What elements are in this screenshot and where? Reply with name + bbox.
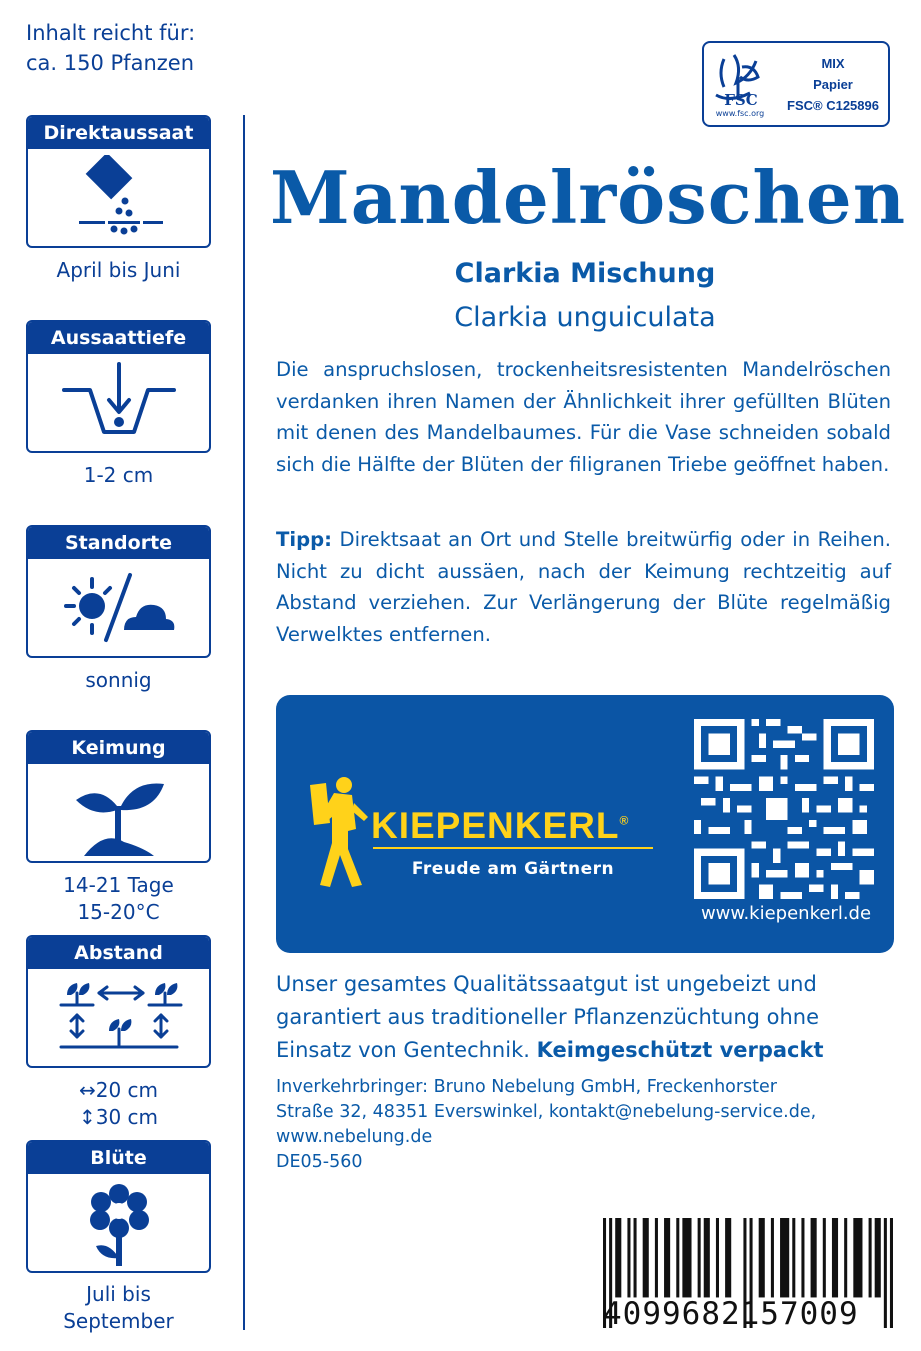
legal-line: Inverkehrbringer: Bruno Nebelung GmbH, Freckenhorster <box>276 1077 778 1097</box>
quality-statement <box>276 968 891 1067</box>
card-direct-sowing <box>26 115 211 248</box>
card-germination <box>26 730 211 863</box>
fsc-mix: MIX <box>821 56 845 71</box>
fsc-code: FSC® C125896 <box>787 98 879 113</box>
card-caption-secondary: 15-20°C <box>77 900 160 924</box>
hiker-logo <box>304 773 374 893</box>
card-caption: April bis Juni <box>56 258 181 282</box>
brand-name-text: KIEPENKERL <box>371 805 620 846</box>
card-caption: sonnig <box>85 668 152 692</box>
sun-cloud-icon <box>54 565 184 655</box>
tip-text: Direktsaat an Ort und Stelle breitwürfig oder in Reihen. Nicht zu dicht aussäen, nach der Keimung rechtzeitig auf Abstand verziehen. Zur Verlängerung der Blüte regelmäßig Verwelktes entfernen. <box>276 528 891 646</box>
coverage-info <box>26 18 195 78</box>
legal-info <box>276 1075 891 1175</box>
product-variety: Clarkia Mischung <box>454 258 716 289</box>
card-caption: 14-21 Tage <box>63 873 174 897</box>
card-location <box>26 525 211 658</box>
tip-label: Tipp: <box>276 528 332 551</box>
card-sowing-depth <box>26 320 211 453</box>
card-header: Abstand <box>28 937 209 969</box>
brand-slogan: Freude am Gärtnern <box>411 859 615 879</box>
legal-line: www.nebelung.de <box>276 1127 433 1147</box>
card-caption: ↔20 cm <box>78 1078 159 1102</box>
card-header: Blüte <box>28 1142 209 1174</box>
card-caption: Juli bis <box>86 1282 151 1306</box>
brand-name <box>371 805 629 847</box>
card-bloom <box>26 1140 211 1273</box>
coverage-label: Inhalt reicht für: <box>26 21 196 45</box>
quality-text: Unser gesamtes Qualitätssaatgut ist ungebeizt und garantiert aus traditioneller Pflanzenzüchtung ohne Einsatz von Gentechnik. <box>276 972 820 1062</box>
column-divider <box>243 115 245 1330</box>
barcode-number: 4099682157009 <box>603 1296 859 1332</box>
legal-line: Straße 32, 48351 Everswinkel, kontakt@nebelung-service.de, <box>276 1102 817 1122</box>
card-header: Keimung <box>28 732 209 764</box>
quality-bold: Keimgeschützt verpackt <box>536 1038 824 1062</box>
card-caption: 1-2 cm <box>83 463 154 487</box>
legal-line: DE05-560 <box>276 1152 363 1172</box>
flower-icon <box>54 1180 184 1272</box>
spacing-icon <box>49 975 189 1067</box>
product-description: Die anspruchslosen, trockenheitsresistenten Mandelröschen verdanken ihren Namen der Ähnlichkeit ihrer gefüllten Blüten mit denen des Mandelbaumes. Für die Vase schneiden sobald sich die Hälfte der Blüten der filigranen Triebe geöffnet haben. <box>276 358 891 476</box>
product-title: Mandelröschen <box>270 155 907 240</box>
card-header: Standorte <box>28 527 209 559</box>
seedling-icon <box>54 770 184 862</box>
card-header: Direktaussaat <box>28 117 209 149</box>
fsc-papier: Papier <box>813 77 853 92</box>
sowing-depth-icon <box>54 360 184 450</box>
tip-paragraph <box>276 524 891 650</box>
brand-banner <box>276 695 894 953</box>
coverage-value: ca. 150 Pfanzen <box>26 51 195 75</box>
fsc-url: www.fsc.org <box>715 109 765 118</box>
product-latin-name: Clarkia unguiculata <box>454 302 716 333</box>
card-caption-secondary: September <box>63 1309 174 1333</box>
seed-bag-icon <box>59 155 179 245</box>
brand-url[interactable]: www.kiepenkerl.de <box>700 903 872 924</box>
card-spacing <box>26 935 211 1068</box>
fsc-logo-text: FSC <box>724 91 758 109</box>
registered-mark: ® <box>619 813 630 828</box>
brand-underline <box>373 847 653 849</box>
qr-code <box>694 719 874 899</box>
fsc-badge <box>702 41 890 127</box>
card-caption-secondary: ↕30 cm <box>78 1105 159 1129</box>
card-header: Aussaattiefe <box>28 322 209 354</box>
